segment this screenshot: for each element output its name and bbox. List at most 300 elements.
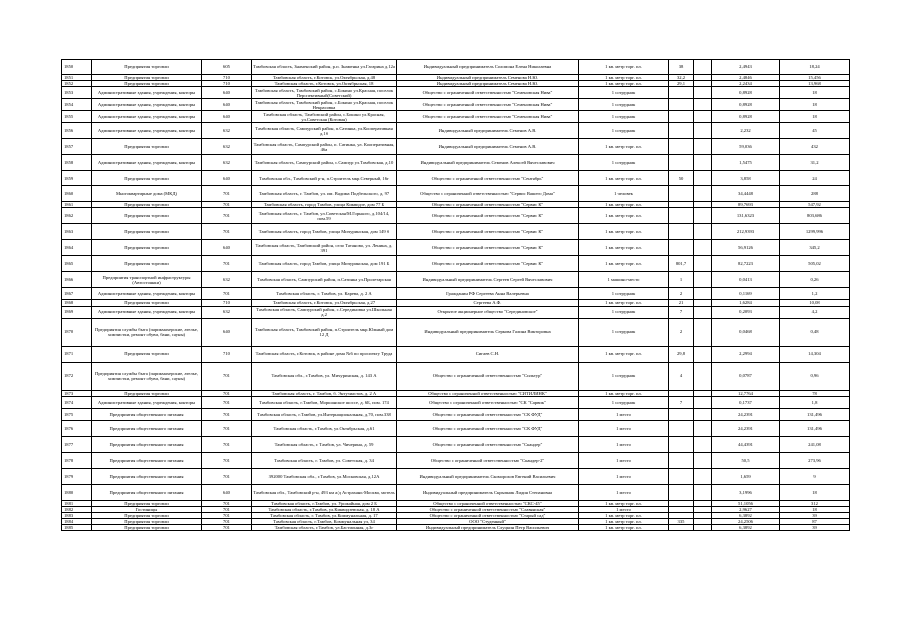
cell-area-value: 2 (669, 318, 694, 346)
cell-unit: 1 сотрудник (579, 288, 669, 300)
cell-extra (694, 224, 712, 240)
cell-volume-value: 345,2 (780, 240, 850, 256)
cell-object-type: Предприятия торговли (92, 202, 202, 208)
cell-norm-value: 1,5475 (712, 155, 780, 171)
cell-norm-value: 24,2391 (712, 408, 780, 420)
cell-unit: 1 кв. метр торг. пл. (579, 519, 669, 525)
cell-area-code: 640 (202, 111, 252, 123)
cell-unit: 1 кв. метр торг. пл. (579, 512, 669, 518)
cell-object-type: Предприятия торговли (92, 208, 202, 224)
cell-organization: Общество с ограниченной ответственностью "Семеновская Нива" (397, 111, 579, 123)
cell-area-value: 801,7 (669, 256, 694, 272)
cell-unit: 1 кв. метр торг. пл. (579, 202, 669, 208)
table-row (62, 346, 850, 362)
cell-organization: Общество с ограниченной ответственностью "СК "Сарвик" (397, 396, 579, 408)
cell-address: Тамбовская область, г.Тамбов, ул.Интернациональная, д.70, пом.338 (252, 408, 397, 420)
cell-organization: Индивидуальный предприниматель Слуцкин Петр Васильевич (397, 525, 579, 531)
cell-unit: 1 место (579, 468, 669, 484)
cell-extra (694, 111, 712, 123)
cell-area-value (669, 139, 694, 155)
cell-area-code: 701 (202, 224, 252, 240)
cell-organization: Общество с ограниченной ответственностью "СКС-45" (397, 500, 579, 506)
cell-volume-value: 39 (780, 525, 850, 531)
cell-extra (694, 272, 712, 288)
cell-area-value: 21 (669, 300, 694, 306)
table-row (62, 123, 850, 139)
cell-area-value (669, 87, 694, 99)
cell-address: Тамбовская область, город Тамбов, улица Киквидзе, дом 77 Б (252, 202, 397, 208)
cell-norm-value: 2,2994 (712, 346, 780, 362)
cell-volume-value: 0,26 (780, 272, 850, 288)
table-row (62, 408, 850, 420)
cell-address: Тамбовская область, Тамбовский район, село Татаново, ул. Ленина, д. 391 (252, 240, 397, 256)
cell-organization: Общество с ограниченной ответственностью "Сервис Вашего Дома" (397, 186, 579, 202)
cell-extra (694, 139, 712, 155)
cell-address: Тамбовская область, Тамбовский район, с.Бокино ул.Красная, поселок Некрасовка (252, 99, 397, 111)
cell-norm-value: 51,1056 (712, 500, 780, 506)
table-row (62, 111, 850, 123)
cell-volume-value: 45 (780, 123, 850, 139)
cell-area-value: 7 (669, 306, 694, 318)
cell-address: Тамбовская область, Сампурский район, с.Сампур ул.Тамбовская, д.10 (252, 155, 397, 171)
cell-organization: Общество с ограниченной ответственностью "Сервис К" (397, 224, 579, 240)
cell-address: Тамбовская область, г.Котовск, ул.Октябрьская, д.27 (252, 300, 397, 306)
cell-organization: Индивидуальный предприниматель Серкова Галина Викторовна (397, 318, 579, 346)
cell-row-number: 1863 (62, 224, 92, 240)
cell-unit: 1 сотрудник (579, 87, 669, 99)
cell-address: 392000 Тамбовская обл., г.Тамбов, ул.Московская, д.12А (252, 468, 397, 484)
cell-area-value (669, 408, 694, 420)
cell-object-type: Предприятия торговли (92, 519, 202, 525)
cell-area-code: 710 (202, 75, 252, 81)
cell-organization: Общество с ограниченной ответственностью "Сервис К" (397, 208, 579, 224)
cell-row-number: 1868 (62, 300, 92, 306)
cell-norm-value: 24,2391 (712, 420, 780, 436)
cell-norm-value: 0,1169 (712, 288, 780, 300)
cell-address: Тамбовская область, Тамбовский район, с.Бокино ул.Красная, ул.Советская (Котовая) (252, 111, 397, 123)
cell-volume-value: 1,2 (780, 288, 850, 300)
cell-volume-value: 312 (780, 500, 850, 506)
cell-area-code: 701 (202, 519, 252, 525)
cell-volume-value: 131,496 (780, 408, 850, 420)
cell-volume-value: 14,304 (780, 346, 850, 362)
cell-volume-value: 288 (780, 186, 850, 202)
cell-volume-value: 39 (780, 512, 850, 518)
cell-organization: Общество с ограниченной ответственностью "Сентябрь" (397, 171, 579, 186)
cell-address: Тамбовская область, г. Тамбов, ул. Советская, д. 34 (252, 452, 397, 468)
cell-norm-value: 2,4846 (712, 75, 780, 81)
cell-area-code: 701 (202, 468, 252, 484)
cell-object-type: Предприятия общественного питания (92, 468, 202, 484)
cell-norm-value: 24,2506 (712, 519, 780, 525)
cell-row-number: 1852 (62, 81, 92, 87)
cell-volume-value: 18 (780, 506, 850, 512)
cell-object-type: Предприятия общественного питания (92, 452, 202, 468)
cell-unit: 1 место (579, 506, 669, 512)
cell-area-value: 29,8 (669, 346, 694, 362)
cell-object-type: Предприятия торговли (92, 171, 202, 186)
cell-area-code: 701 (202, 500, 252, 506)
cell-row-number: 1869 (62, 306, 92, 318)
cell-extra (694, 60, 712, 75)
cell-extra (694, 318, 712, 346)
cell-extra (694, 452, 712, 468)
cell-area-value (669, 123, 694, 139)
cell-organization: Гражданин РФ Сергеева Анна Валерьевна (397, 288, 579, 300)
cell-volume-value: 15,456 (780, 75, 850, 81)
cell-norm-value: 2,9627 (712, 506, 780, 512)
cell-address: Тамбовская область, г. Тамбов, ул.Коммунальная, д. 17 (252, 512, 397, 518)
cell-volume-value: 547,92 (780, 202, 850, 208)
cell-address: Тамбовская область, г.Тамбов, ул. Урожайная, дом 2 Б (252, 500, 397, 506)
table-row (62, 87, 850, 99)
cell-area-code: 710 (202, 300, 252, 306)
cell-volume-value: 273,96 (780, 452, 850, 468)
cell-norm-value: 3,858 (712, 171, 780, 186)
cell-area-value: 335 (669, 519, 694, 525)
cell-row-number: 1864 (62, 240, 92, 256)
cell-norm-value: 6,3892 (712, 525, 780, 531)
cell-row-number: 1875 (62, 408, 92, 420)
cell-norm-value: 6,3892 (712, 512, 780, 518)
table-row (62, 224, 850, 240)
cell-area-code: 701 (202, 506, 252, 512)
cell-object-type: Предприятия торговли (92, 256, 202, 272)
cell-object-type: Административные здания, учреждения, конторы (92, 123, 202, 139)
cell-row-number: 1885 (62, 525, 92, 531)
cell-area-code: 640 (202, 171, 252, 186)
cell-object-type: Предприятия торговли (92, 81, 202, 87)
cell-norm-value: 0,2093 (712, 306, 780, 318)
cell-organization: Общество с ограниченной ответственностью "Семеновская Нива" (397, 87, 579, 99)
cell-volume-value: 0,96 (780, 362, 850, 390)
cell-norm-value: 131,6323 (712, 208, 780, 224)
cell-unit: 1 кв. метр торг. пл. (579, 75, 669, 81)
cell-area-value (669, 468, 694, 484)
cell-row-number: 1857 (62, 139, 92, 155)
cell-row-number: 1871 (62, 346, 92, 362)
cell-area-value: 32,2 (669, 75, 694, 81)
cell-row-number: 1858 (62, 155, 92, 171)
table-row (62, 256, 850, 272)
cell-organization: Индивидуальный предприниматель Семенова Н.Ю. (397, 75, 579, 81)
table-row (62, 208, 850, 224)
cell-area-value (669, 240, 694, 256)
cell-volume-value: 24 (780, 171, 850, 186)
cell-row-number: 1870 (62, 318, 92, 346)
cell-norm-value: 59,036 (712, 139, 780, 155)
cell-norm-value: 34,4448 (712, 186, 780, 202)
table-row (62, 186, 850, 202)
cell-area-code: 632 (202, 306, 252, 318)
cell-area-code: 701 (202, 288, 252, 300)
cell-volume-value: 18 (780, 484, 850, 500)
cell-unit: 1 кв. метр торг. пл. (579, 240, 669, 256)
cell-area-value (669, 208, 694, 224)
table-row (62, 484, 850, 500)
cell-object-type: Административные здания, учреждения, конторы (92, 306, 202, 318)
cell-object-type: Предприятия общественного питания (92, 420, 202, 436)
table-row (62, 272, 850, 288)
cell-unit: 1 сотрудник (579, 362, 669, 390)
cell-row-number: 1856 (62, 123, 92, 139)
cell-object-type: Многоквартирные дома (МКД) (92, 186, 202, 202)
cell-area-code: 640 (202, 484, 252, 500)
cell-norm-value: 2,232 (712, 123, 780, 139)
cell-volume-value: 241,08 (780, 436, 850, 452)
cell-norm-value: 3,1996 (712, 484, 780, 500)
cell-area-code: 640 (202, 87, 252, 99)
cell-address: Тамбовская область, город Тамбов, улица Мичуринская, дом 191 Б (252, 256, 397, 272)
cell-area-code: 632 (202, 155, 252, 171)
cell-object-type: Предприятия торговли (92, 224, 202, 240)
cell-norm-value: 0,8928 (712, 87, 780, 99)
cell-organization: Индивидуальный предприниматель Семенов А.В. (397, 123, 579, 139)
cell-row-number: 1851 (62, 75, 92, 81)
cell-unit: 1 машино-место (579, 272, 669, 288)
cell-volume-value: 10,08 (780, 300, 850, 306)
table-row (62, 420, 850, 436)
cell-object-type: Предприятия общественного питания (92, 484, 202, 500)
cell-extra (694, 484, 712, 500)
table-row (62, 139, 850, 155)
cell-address: Тамбовская область, г.Тамбов, Моршанское шоссе, д. 6Б, пом. 174 (252, 396, 397, 408)
cell-extra (694, 155, 712, 171)
cell-area-value (669, 224, 694, 240)
cell-volume-value: 18 (780, 111, 850, 123)
cell-organization: Общество с ограниченной ответственностью "СК ФУД" (397, 408, 579, 420)
cell-object-type: Гостиницы (92, 506, 202, 512)
cell-area-code: 701 (202, 452, 252, 468)
table-row (62, 60, 850, 75)
table-row (62, 525, 850, 531)
cell-norm-value: 0,0787 (712, 362, 780, 390)
cell-extra (694, 208, 712, 224)
cell-norm-value: 0,0413 (712, 272, 780, 288)
cell-extra (694, 306, 712, 318)
cell-volume-value: 78 (780, 390, 850, 396)
cell-norm-value: 0,8928 (712, 99, 780, 111)
cell-norm-value: 2,2434 (712, 81, 780, 87)
cell-object-type: Административные здания, учреждения, конторы (92, 99, 202, 111)
cell-object-type: Предприятия службы быта (парикмахерские, ателье, химчистки, ремонт обуви, бани, сауны) (92, 318, 202, 346)
cell-norm-value: 212,9393 (712, 224, 780, 240)
cell-organization: Общество с ограниченной ответственностью "Скандер-2" (397, 452, 579, 468)
cell-organization: Общество с ограниченной ответственностью "Славянская" (397, 506, 579, 512)
cell-organization: Индивидуальный предприниматель Сергеев Сергей Вячеславович (397, 272, 579, 288)
cell-area-value (669, 452, 694, 468)
table-row (62, 99, 850, 111)
cell-unit: 1 кв. метр торг. пл. (579, 500, 669, 506)
cell-object-type: Предприятия торговли (92, 525, 202, 531)
table-row (62, 318, 850, 346)
cell-volume-value: 9 (780, 468, 850, 484)
cell-address: Тамбовская обл., г.Тамбов, ул. Мичуринская, д. 143 А (252, 362, 397, 390)
cell-volume-value: 31,2 (780, 155, 850, 171)
cell-norm-value: 2,4943 (712, 60, 780, 75)
cell-unit: 1 сотрудник (579, 99, 669, 111)
cell-unit: 1 кв. метр торг. пл. (579, 256, 669, 272)
cell-organization: Индивидуальный предприниматель Соломона Елена Николаевна (397, 60, 579, 75)
cell-organization: Общество с ограниченной ответственностью "Старый сад" (397, 512, 579, 518)
cell-area-value: 4 (669, 362, 694, 390)
cell-unit: 1 сотрудник (579, 396, 669, 408)
cell-extra (694, 87, 712, 99)
cell-object-type: Предприятия торговли (92, 346, 202, 362)
cell-address: Тамбовская область, г.Тамбов, ул.Киквидзевская, д. 18 А (252, 506, 397, 512)
cell-extra (694, 408, 712, 420)
cell-row-number: 1878 (62, 452, 92, 468)
cell-volume-value: 803,686 (780, 208, 850, 224)
cell-object-type: Предприятия транспортной инфраструктуры (Автостоянки) (92, 272, 202, 288)
cell-row-number: 1853 (62, 87, 92, 99)
cell-organization: Открытое акционерное общество "Серединовское" (397, 306, 579, 318)
cell-norm-value: 1,6284 (712, 300, 780, 306)
cell-norm-value: 0,1737 (712, 396, 780, 408)
cell-row-number: 1872 (62, 362, 92, 390)
cell-area-value (669, 99, 694, 111)
cell-area-code: 701 (202, 390, 252, 396)
cell-row-number: 1874 (62, 396, 92, 408)
cell-extra (694, 396, 712, 408)
cell-address: Тамбовская область, г.Тамбов, Коммунальная ул, 34 (252, 519, 397, 525)
cell-address: Тамбовская область, Сампурский район, с.Серединовка ул.Школьная д.2 (252, 306, 397, 318)
cell-organization: Общество с ограниченной ответственностью "Сервис К" (397, 256, 579, 272)
cell-unit: 1 кв. метр торг. пл. (579, 346, 669, 362)
cell-organization: Индивидуальный предприниматель Семенов Алексей Вячеславович (397, 155, 579, 171)
cell-address: Тамбовская область, Тамбовский район, п.Строитель мкр.Южный дом 12 Д (252, 318, 397, 346)
cell-area-code: 701 (202, 408, 252, 420)
cell-area-value (669, 484, 694, 500)
cell-area-value (669, 155, 694, 171)
cell-organization: Сергеева А.Ф. (397, 300, 579, 306)
cell-volume-value: 1,8 (780, 396, 850, 408)
cell-object-type: Административные здания, учреждения, конторы (92, 111, 202, 123)
cell-address: Тамбовская область, г.Тамбов, ул.Бастионная, д.3г (252, 525, 397, 531)
cell-area-value: 50 (669, 171, 694, 186)
cell-unit: 1 место (579, 420, 669, 436)
cell-area-value (669, 186, 694, 202)
cell-row-number: 1880 (62, 484, 92, 500)
cell-address: Тамбовская область, Сампурский район, п.Сатинка, ул.Кооперативная д.1б (252, 123, 397, 139)
cell-organization: ООО "Студенный" (397, 519, 579, 525)
cell-volume-value: 18 (780, 87, 850, 99)
cell-area-value (669, 436, 694, 452)
cell-area-code: 701 (202, 420, 252, 436)
cell-organization: Сигаев С.Н. (397, 346, 579, 362)
cell-volume-value: 18,24 (780, 60, 850, 75)
cell-area-code: 640 (202, 240, 252, 256)
cell-extra (694, 525, 712, 531)
cell-norm-value: 56,9126 (712, 240, 780, 256)
cell-volume-value: 505,02 (780, 256, 850, 272)
cell-address: Тамбовская область, г.Тамбов, ул.Октябрьская, д.61 (252, 420, 397, 436)
table-row (62, 155, 850, 171)
cell-area-code: 710 (202, 346, 252, 362)
cell-organization: Общество с ограниченной ответственностью "Скандер" (397, 436, 579, 452)
cell-norm-value: 89,7693 (712, 202, 780, 208)
cell-address: Тамбовская область, г. Тамбов, б. Энтузиастов, д. 2 А (252, 390, 397, 396)
cell-object-type: Предприятия торговли (92, 500, 202, 506)
cell-unit: 1 сотрудник (579, 318, 669, 346)
cell-organization: Индивидуальный предприниматель Скрыпник Лидия Степановна (397, 484, 579, 500)
cell-area-code: 710 (202, 81, 252, 87)
cell-area-code: 701 (202, 256, 252, 272)
table-row (62, 436, 850, 452)
cell-row-number: 1881 (62, 500, 92, 506)
cell-object-type: Предприятия торговли (92, 300, 202, 306)
cell-object-type: Административные здания, учреждения, конторы (92, 396, 202, 408)
table-row (62, 288, 850, 300)
cell-row-number: 1876 (62, 420, 92, 436)
cell-area-code: 640 (202, 99, 252, 111)
cell-norm-value: 12,7764 (712, 390, 780, 396)
cell-volume-value: 87 (780, 519, 850, 525)
cell-object-type: Административные здания, учреждения, конторы (92, 155, 202, 171)
cell-area-code: 605 (202, 60, 252, 75)
cell-volume-value: 4,2 (780, 306, 850, 318)
cell-address: Тамбовская область, г. Тамбов, ул.Советская/М.Горького, д.104/14, пом.59 (252, 208, 397, 224)
cell-area-code: 640 (202, 318, 252, 346)
cell-unit: 1 кв. метр торг. пл. (579, 171, 669, 186)
table-row (62, 468, 850, 484)
cell-unit: 1 место (579, 452, 669, 468)
cell-address: Тамбовская обл., Тамбовский р-н, п.Строитель мкр.Северный, 16г (252, 171, 397, 186)
cell-norm-value: 50,5 (712, 452, 780, 468)
cell-row-number: 1882 (62, 506, 92, 512)
table-row (62, 171, 850, 186)
cell-object-type: Предприятия службы быта (парикмахерские, ателье, химчистки, ремонт обуви, бани, сауны) (92, 362, 202, 390)
cell-volume-value: 0,48 (780, 318, 850, 346)
cell-norm-value: 82,7223 (712, 256, 780, 272)
cell-norm-value: 0,0468 (712, 318, 780, 346)
cell-unit: 1 место (579, 484, 669, 500)
cell-area-value: 1 (669, 272, 694, 288)
cell-area-value (669, 525, 694, 531)
cell-organization: Общество с ограниченной ответственностью "Сильтур" (397, 362, 579, 390)
cell-unit: 1 человек (579, 186, 669, 202)
cell-unit: 1 кв. метр торг. пл. (579, 139, 669, 155)
cell-unit: 1 сотрудник (579, 155, 669, 171)
cell-address: Тамбовская обл., Тамбовский р-н, 493 км а/д Астрахань-Москва, мотель (252, 484, 397, 500)
table-row (62, 240, 850, 256)
cell-object-type: Предприятия торговли (92, 60, 202, 75)
cell-area-value: 29,1 (669, 81, 694, 87)
cell-extra (694, 99, 712, 111)
cell-row-number: 1865 (62, 256, 92, 272)
cell-area-value: 38 (669, 60, 694, 75)
cell-norm-value: 0,8928 (712, 111, 780, 123)
cell-area-code: 701 (202, 512, 252, 518)
table-row (62, 396, 850, 408)
table-row (62, 306, 850, 318)
cell-volume-value: 13,968 (780, 81, 850, 87)
cell-volume-value: 432 (780, 139, 850, 155)
cell-extra (694, 436, 712, 452)
cell-row-number: 1866 (62, 272, 92, 288)
cell-organization: Общество с ограниченной ответственностью "Сервис К" (397, 202, 579, 208)
cell-object-type: Административные здания, учреждения, конторы (92, 288, 202, 300)
cell-extra (694, 171, 712, 186)
cell-organization: Общество с ограниченной ответственностью "Сервис К" (397, 240, 579, 256)
cell-address: Тамбовская область, г. Тамбов, ул. Карева, д. 2 А (252, 288, 397, 300)
cell-row-number: 1867 (62, 288, 92, 300)
cell-object-type: Предприятия торговли (92, 512, 202, 518)
cell-unit: 1 сотрудник (579, 306, 669, 318)
cell-extra (694, 123, 712, 139)
cell-norm-value: 1,659 (712, 468, 780, 484)
cell-row-number: 1861 (62, 202, 92, 208)
